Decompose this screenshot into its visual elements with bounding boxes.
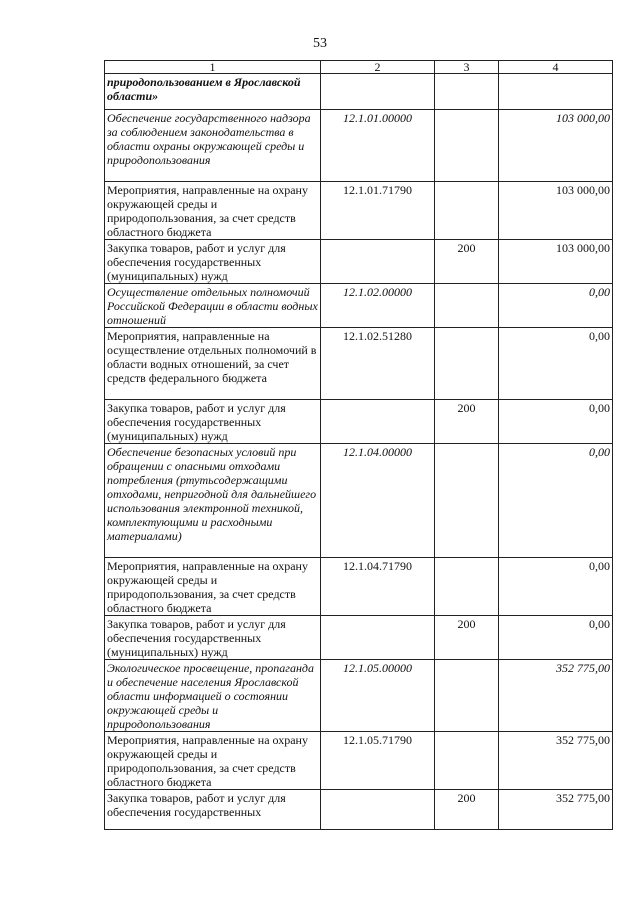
table-row — [105, 400, 613, 444]
row-name-cell: Экологическое просвещение, пропаганда и обеспечение населения Ярославской области информацией о состоянии окружающей среды и природопользования — [105, 660, 321, 732]
row-name-cell: природопользованием в Ярославской области» — [105, 74, 321, 110]
budget-table — [104, 60, 613, 830]
row-type-cell — [435, 182, 499, 240]
row-type-cell — [435, 558, 499, 616]
row-amount-cell: 0,00 — [499, 328, 613, 400]
row-type-cell — [435, 328, 499, 400]
table-row — [105, 182, 613, 240]
row-amount-cell: 0,00 — [499, 616, 613, 660]
row-type-cell: 200 — [435, 400, 499, 444]
table-row — [105, 110, 613, 182]
row-name-cell: Закупка товаров, работ и услуг для обеспечения государственных (муниципальных) нужд — [105, 616, 321, 660]
row-type-cell — [435, 444, 499, 558]
row-name-cell: Закупка товаров, работ и услуг для обеспечения государственных (муниципальных) нужд — [105, 240, 321, 284]
row-amount-cell: 0,00 — [499, 558, 613, 616]
row-name-cell: Осуществление отдельных полномочий Российской Федерации в области водных отношений — [105, 284, 321, 328]
row-code-cell: 12.1.01.71790 — [321, 182, 435, 240]
row-name-cell: Мероприятия, направленные на охрану окружающей среды и природопользования, за счет средств областного бюджета — [105, 558, 321, 616]
row-name-cell: Обеспечение государственного надзора за соблюдением законодательства в области охраны окружающей среды и природопользования — [105, 110, 321, 182]
row-code-cell: 12.1.01.00000 — [321, 110, 435, 182]
column-header: 4 — [499, 61, 613, 74]
row-amount-cell: 0,00 — [499, 444, 613, 558]
row-code-cell: 12.1.05.00000 — [321, 660, 435, 732]
row-amount-cell: 0,00 — [499, 284, 613, 328]
row-code-cell — [321, 74, 435, 110]
row-type-cell: 200 — [435, 790, 499, 830]
row-amount-cell: 352 775,00 — [499, 790, 613, 830]
row-code-cell — [321, 616, 435, 660]
row-amount-cell: 0,00 — [499, 400, 613, 444]
row-code-cell: 12.1.04.71790 — [321, 558, 435, 616]
row-amount-cell: 103 000,00 — [499, 182, 613, 240]
row-code-cell: 12.1.04.00000 — [321, 444, 435, 558]
row-amount-cell: 352 775,00 — [499, 732, 613, 790]
row-type-cell — [435, 660, 499, 732]
row-amount-cell: 103 000,00 — [499, 240, 613, 284]
row-type-cell — [435, 284, 499, 328]
row-name-cell: Закупка товаров, работ и услуг для обеспечения государственных — [105, 790, 321, 830]
row-code-cell: 12.1.02.51280 — [321, 328, 435, 400]
page-number: 53 — [313, 36, 327, 51]
table-row — [105, 616, 613, 660]
table-row — [105, 240, 613, 284]
row-amount-cell: 103 000,00 — [499, 110, 613, 182]
table-row — [105, 74, 613, 110]
column-header: 2 — [321, 61, 435, 74]
row-name-cell: Закупка товаров, работ и услуг для обеспечения государственных (муниципальных) нужд — [105, 400, 321, 444]
row-type-cell — [435, 732, 499, 790]
row-name-cell: Обеспечение безопасных условий при обращении с опасными отходами потребления (ртутьсодержащими отходами, непригодной для дальнейшего использования электронной техникой, комплектующими и расходными материалами) — [105, 444, 321, 558]
table-row — [105, 558, 613, 616]
row-type-cell: 200 — [435, 616, 499, 660]
row-code-cell: 12.1.02.00000 — [321, 284, 435, 328]
row-amount-cell: 352 775,00 — [499, 660, 613, 732]
column-header: 1 — [105, 61, 321, 74]
table-row — [105, 444, 613, 558]
row-code-cell — [321, 400, 435, 444]
table-row — [105, 284, 613, 328]
table-row — [105, 732, 613, 790]
table-row — [105, 328, 613, 400]
row-type-cell — [435, 110, 499, 182]
table-body — [105, 74, 613, 830]
row-type-cell: 200 — [435, 240, 499, 284]
row-name-cell: Мероприятия, направленные на охрану окружающей среды и природопользования, за счет средств областного бюджета — [105, 732, 321, 790]
row-name-cell: Мероприятия, направленные на осуществление отдельных полномочий в области водных отношений, за счет средств федерального бюджета — [105, 328, 321, 400]
row-code-cell — [321, 240, 435, 284]
row-code-cell — [321, 790, 435, 830]
table-row — [105, 660, 613, 732]
row-type-cell — [435, 74, 499, 110]
table-row — [105, 790, 613, 830]
column-header: 3 — [435, 61, 499, 74]
row-name-cell: Мероприятия, направленные на охрану окружающей среды и природопользования, за счет средств областного бюджета — [105, 182, 321, 240]
row-amount-cell — [499, 74, 613, 110]
table-header-row — [105, 61, 613, 74]
row-code-cell: 12.1.05.71790 — [321, 732, 435, 790]
